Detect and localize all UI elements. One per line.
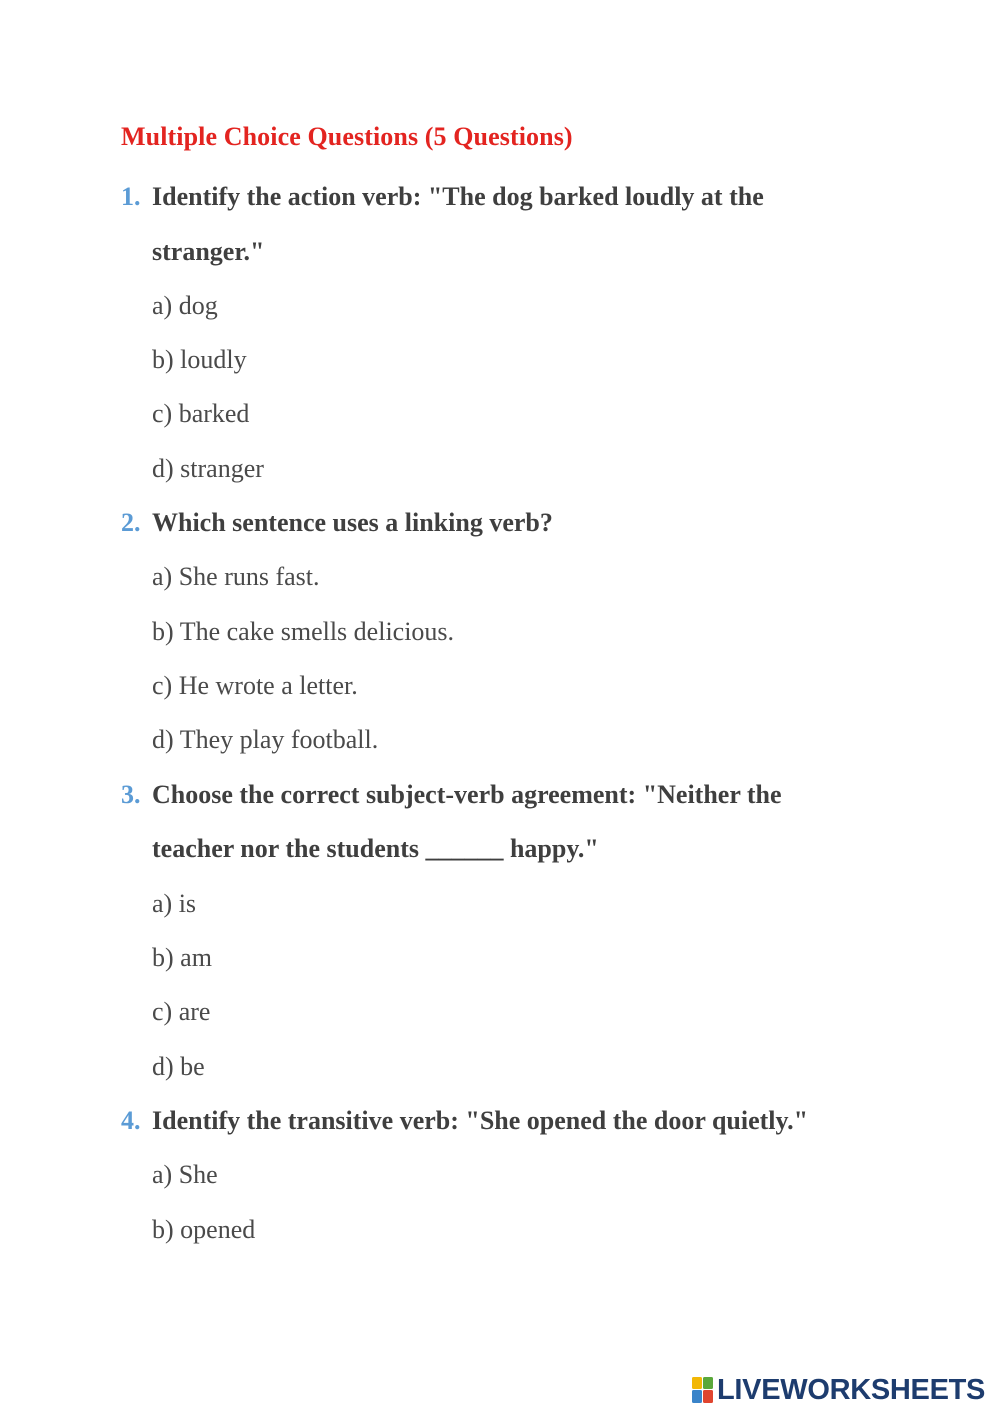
question-3-option-b[interactable]: b) am bbox=[152, 943, 212, 972]
question-1-option-d[interactable]: d) stranger bbox=[152, 454, 264, 483]
question-2-option-c[interactable]: c) He wrote a letter. bbox=[152, 671, 358, 700]
liveworksheets-logo[interactable] bbox=[692, 1372, 985, 1408]
question-3-option-c[interactable]: c) are bbox=[152, 997, 211, 1026]
liveworksheets-logo-mark-icon bbox=[692, 1376, 714, 1404]
question-1-text-line-2: stranger." bbox=[152, 237, 265, 266]
question-3-number: 3. bbox=[121, 780, 141, 809]
question-4-text-line-1: Identify the transitive verb: "She opened the door quietly." bbox=[152, 1106, 809, 1135]
question-3-option-d[interactable]: d) be bbox=[152, 1052, 205, 1081]
question-4-option-b[interactable]: b) opened bbox=[152, 1215, 256, 1244]
section-title: Multiple Choice Questions (5 Questions) bbox=[121, 122, 573, 151]
question-2-option-a[interactable]: a) She runs fast. bbox=[152, 562, 320, 591]
question-2-option-b[interactable]: b) The cake smells delicious. bbox=[152, 617, 455, 646]
question-1-text-line-1: Identify the action verb: "The dog barked loudly at the bbox=[152, 182, 764, 211]
question-1-option-a[interactable]: a) dog bbox=[152, 291, 218, 320]
question-1-option-c[interactable]: c) barked bbox=[152, 399, 250, 428]
question-3-text-line-2: teacher nor the students ______ happy." bbox=[152, 834, 599, 863]
question-4-number: 4. bbox=[121, 1106, 141, 1135]
question-1-number: 1. bbox=[121, 182, 141, 211]
question-2-text-line-1: Which sentence uses a linking verb? bbox=[152, 508, 553, 537]
question-4-option-a[interactable]: a) She bbox=[152, 1160, 218, 1189]
question-2-option-d[interactable]: d) They play football. bbox=[152, 725, 379, 754]
question-2-number: 2. bbox=[121, 508, 141, 537]
question-3-text-line-1: Choose the correct subject-verb agreement: "Neither the bbox=[152, 780, 782, 809]
question-3-option-a[interactable]: a) is bbox=[152, 889, 197, 918]
liveworksheets-logo-text: LIVEWORKSHEETS bbox=[717, 1373, 986, 1406]
question-1-option-b[interactable]: b) loudly bbox=[152, 345, 247, 374]
